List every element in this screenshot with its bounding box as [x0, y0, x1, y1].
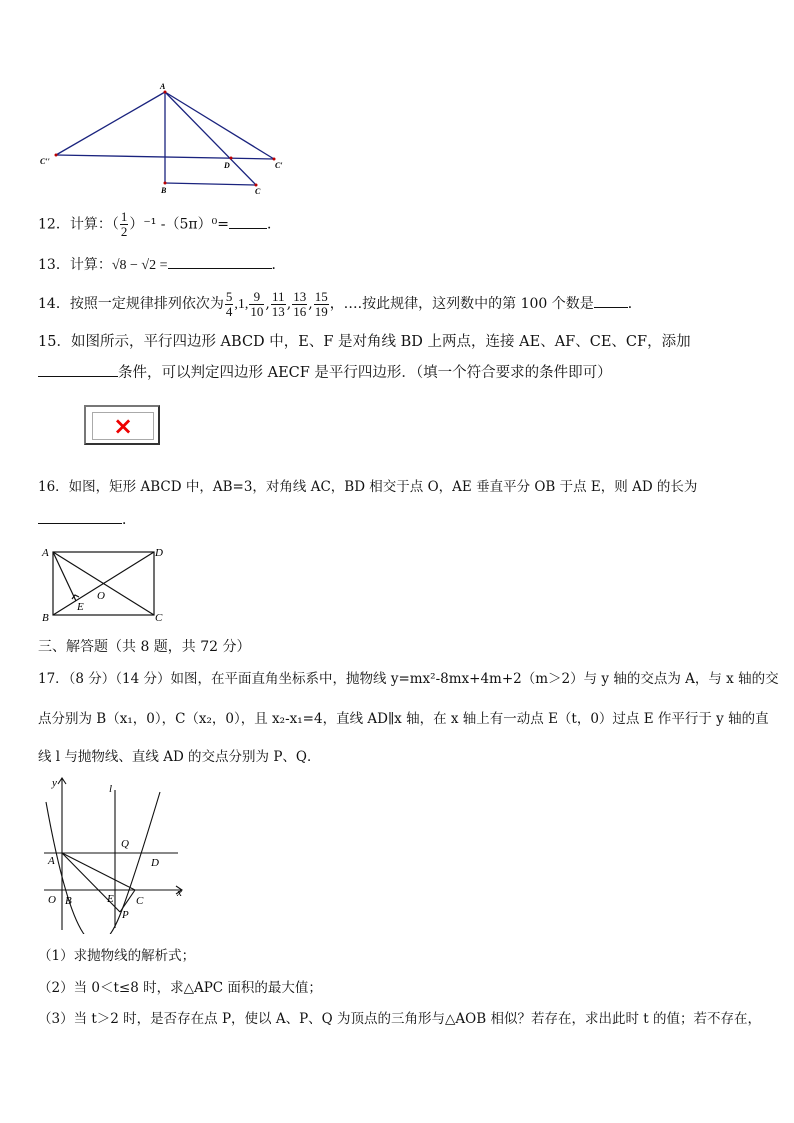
- question-17-part1: （1）求抛物线的解析式；: [38, 948, 196, 964]
- label-O: O: [97, 590, 105, 602]
- answer-blank[interactable]: [38, 509, 122, 524]
- question-13: 13．计算：√8 − √2 = ．: [38, 254, 286, 276]
- answer-blank[interactable]: [594, 293, 628, 308]
- figure-triangle: [38, 80, 298, 195]
- fraction: $\frac{1}{2}$: [120, 209, 128, 239]
- figure-rectangle: [38, 543, 173, 625]
- label-D: D: [155, 547, 163, 559]
- figure-parabola: [38, 772, 188, 934]
- label-C2: C′: [275, 161, 283, 170]
- label-A: A: [48, 855, 55, 867]
- label-C: C: [255, 187, 261, 195]
- fraction-4: $\frac{11}{13}$: [271, 288, 285, 319]
- label-O: O: [48, 894, 56, 906]
- label-C: C: [155, 612, 163, 624]
- question-15-line1: 15．如图所示，平行四边形 ABCD 中，E、F 是对角线 BD 上两点，连接 AE、AF、CE、CF，添加: [38, 334, 691, 350]
- section-heading: 三、解答题（共 8 题，共 72 分）: [38, 639, 251, 655]
- close-icon: ×: [112, 412, 134, 440]
- axis-y-label: y: [52, 777, 57, 789]
- fraction-1: $\frac{5}{4}$: [225, 288, 233, 319]
- label-C1: C′′: [40, 157, 50, 166]
- label-Q: Q: [121, 838, 129, 850]
- label-B: B: [65, 895, 72, 907]
- question-17-line2: 点分别为 B（x₁，0），C（x₂，0），且 x₂-x₁=4，直线 AD∥x 轴，在 x 轴上有一动点 E（t，0）过点 E 作平行于 y 轴的直: [38, 711, 769, 727]
- label-A: A: [160, 82, 166, 91]
- answer-blank[interactable]: [168, 254, 272, 269]
- label-D: D: [224, 161, 230, 170]
- fraction-5: $\frac{13}{16}$: [293, 288, 307, 319]
- broken-image-placeholder: [84, 405, 160, 445]
- answer-blank[interactable]: [229, 214, 267, 229]
- question-12: 12．计算：（ $\frac{1}{2}$ ）⁻¹ -（5π）⁰= ．: [38, 209, 281, 239]
- label-C: C: [136, 895, 144, 907]
- question-17-line3: 线 l 与抛物线、直线 AD 的交点分别为 P、Q．: [38, 749, 321, 765]
- question-14: 14．按照一定规律排列依次为 $\frac{5}{4}$ ,1, $\frac{9}{10}$ , $\frac{11}{13}$ , $\frac{13}{16}$ , $\frac{15}{19}$ ，….按此规律，这列数中的第 100 个数是 ．: [38, 288, 642, 319]
- label-P: P: [122, 909, 129, 921]
- label-E: E: [107, 893, 114, 905]
- label-B: B: [161, 186, 167, 195]
- question-16-line1: 16．如图，矩形 ABCD 中，AB=3，对角线 AC，BD 相交于点 O，AE 垂直平分 OB 于点 E，则 AD 的长为: [38, 479, 698, 495]
- label-A: A: [42, 547, 49, 559]
- question-17-part2: （2）当 0＜t≤8 时，求△APC 面积的最大值；: [38, 980, 322, 996]
- fraction-6: $\frac{15}{19}$: [314, 288, 328, 319]
- question-16-line2: ．: [38, 509, 136, 530]
- axis-x-label: x: [177, 887, 182, 899]
- question-17-part3: （3）当 t＞2 时，是否存在点 P，使以 A、P、Q 为顶点的三角形与△AOB 相似？若存在，求出此时 t 的值；若不存在，: [38, 1011, 761, 1027]
- question-15-line2: 条件，可以判定四边形 AECF 是平行四边形．（填一个符合要求的条件即可）: [38, 362, 612, 383]
- fraction-3: $\frac{9}{10}$: [250, 288, 264, 319]
- question-17-line1: 17．（8 分）（14 分）如图，在平面直角坐标系中，抛物线 y=mx²-8mx+4m+2（m＞2）与 y 轴的交点为 A，与 x 轴的交: [38, 671, 779, 687]
- label-D: D: [151, 857, 159, 869]
- label-B: B: [42, 612, 49, 624]
- label-E: E: [77, 601, 84, 613]
- answer-blank[interactable]: [38, 362, 118, 377]
- line-l-label: l: [109, 783, 113, 795]
